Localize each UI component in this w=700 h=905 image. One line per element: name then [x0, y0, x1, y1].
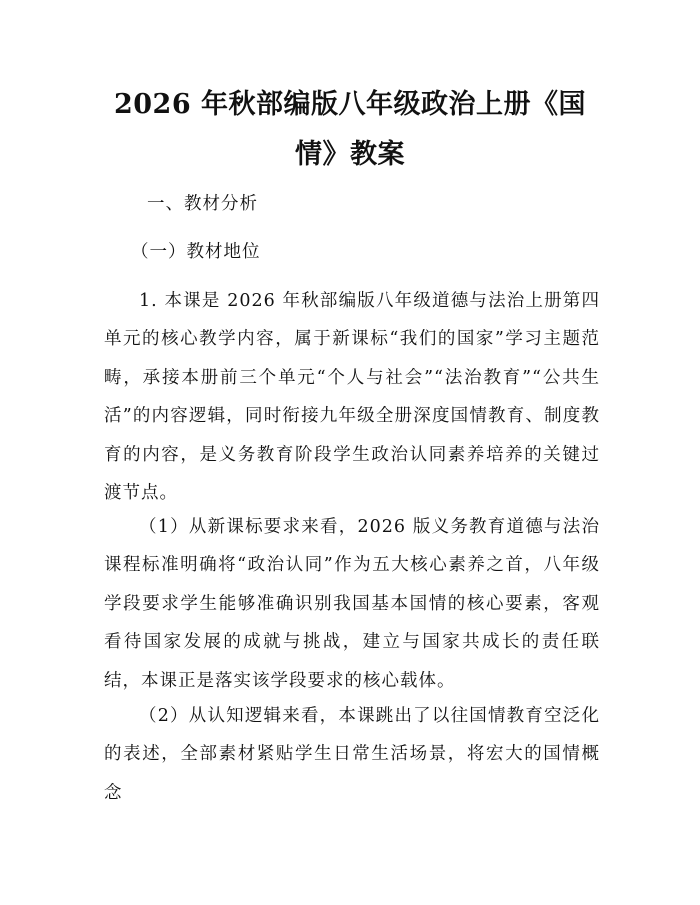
paragraph-1: 1. 本课是 2026 年秋部编版八年级道德与法治上册第四单元的核心教学内容，属于新课标“我们的国家”学习主题范畴，承接本册前三个单元“个人与社会”“法治教育”“公共生活”的内容逻辑，同时衔接九年级全册深度国情教育、制度教育的内容，是义务教育阶段学生政治认同素养培养的关键过渡节点。 [104, 291, 600, 504]
section-heading: 一、教材分析 [147, 194, 258, 214]
subsection-heading: （一）教材地位 [131, 242, 261, 262]
document-title: 2026 年秋部编版八年级政治上册《国情》教案 [113, 89, 587, 170]
paragraph-2: （1）从新课标要求来看，2026 版义务教育道德与法治课程标准明确将“政治认同”作为五大核心素养之首，八年级学段要求学生能够准确识别我国基本国情的核心要素，客观看待国家发展的成就与挑战，建立与国家共成长的责任联结，本课正是落实该学段要求的核心载体。 [104, 517, 600, 691]
paragraph-3: （2）从认知逻辑来看，本课跳出了以往国情教育空泛化的表述，全部素材紧贴学生日常生活场景，将宏大的国情概念 [104, 706, 600, 803]
